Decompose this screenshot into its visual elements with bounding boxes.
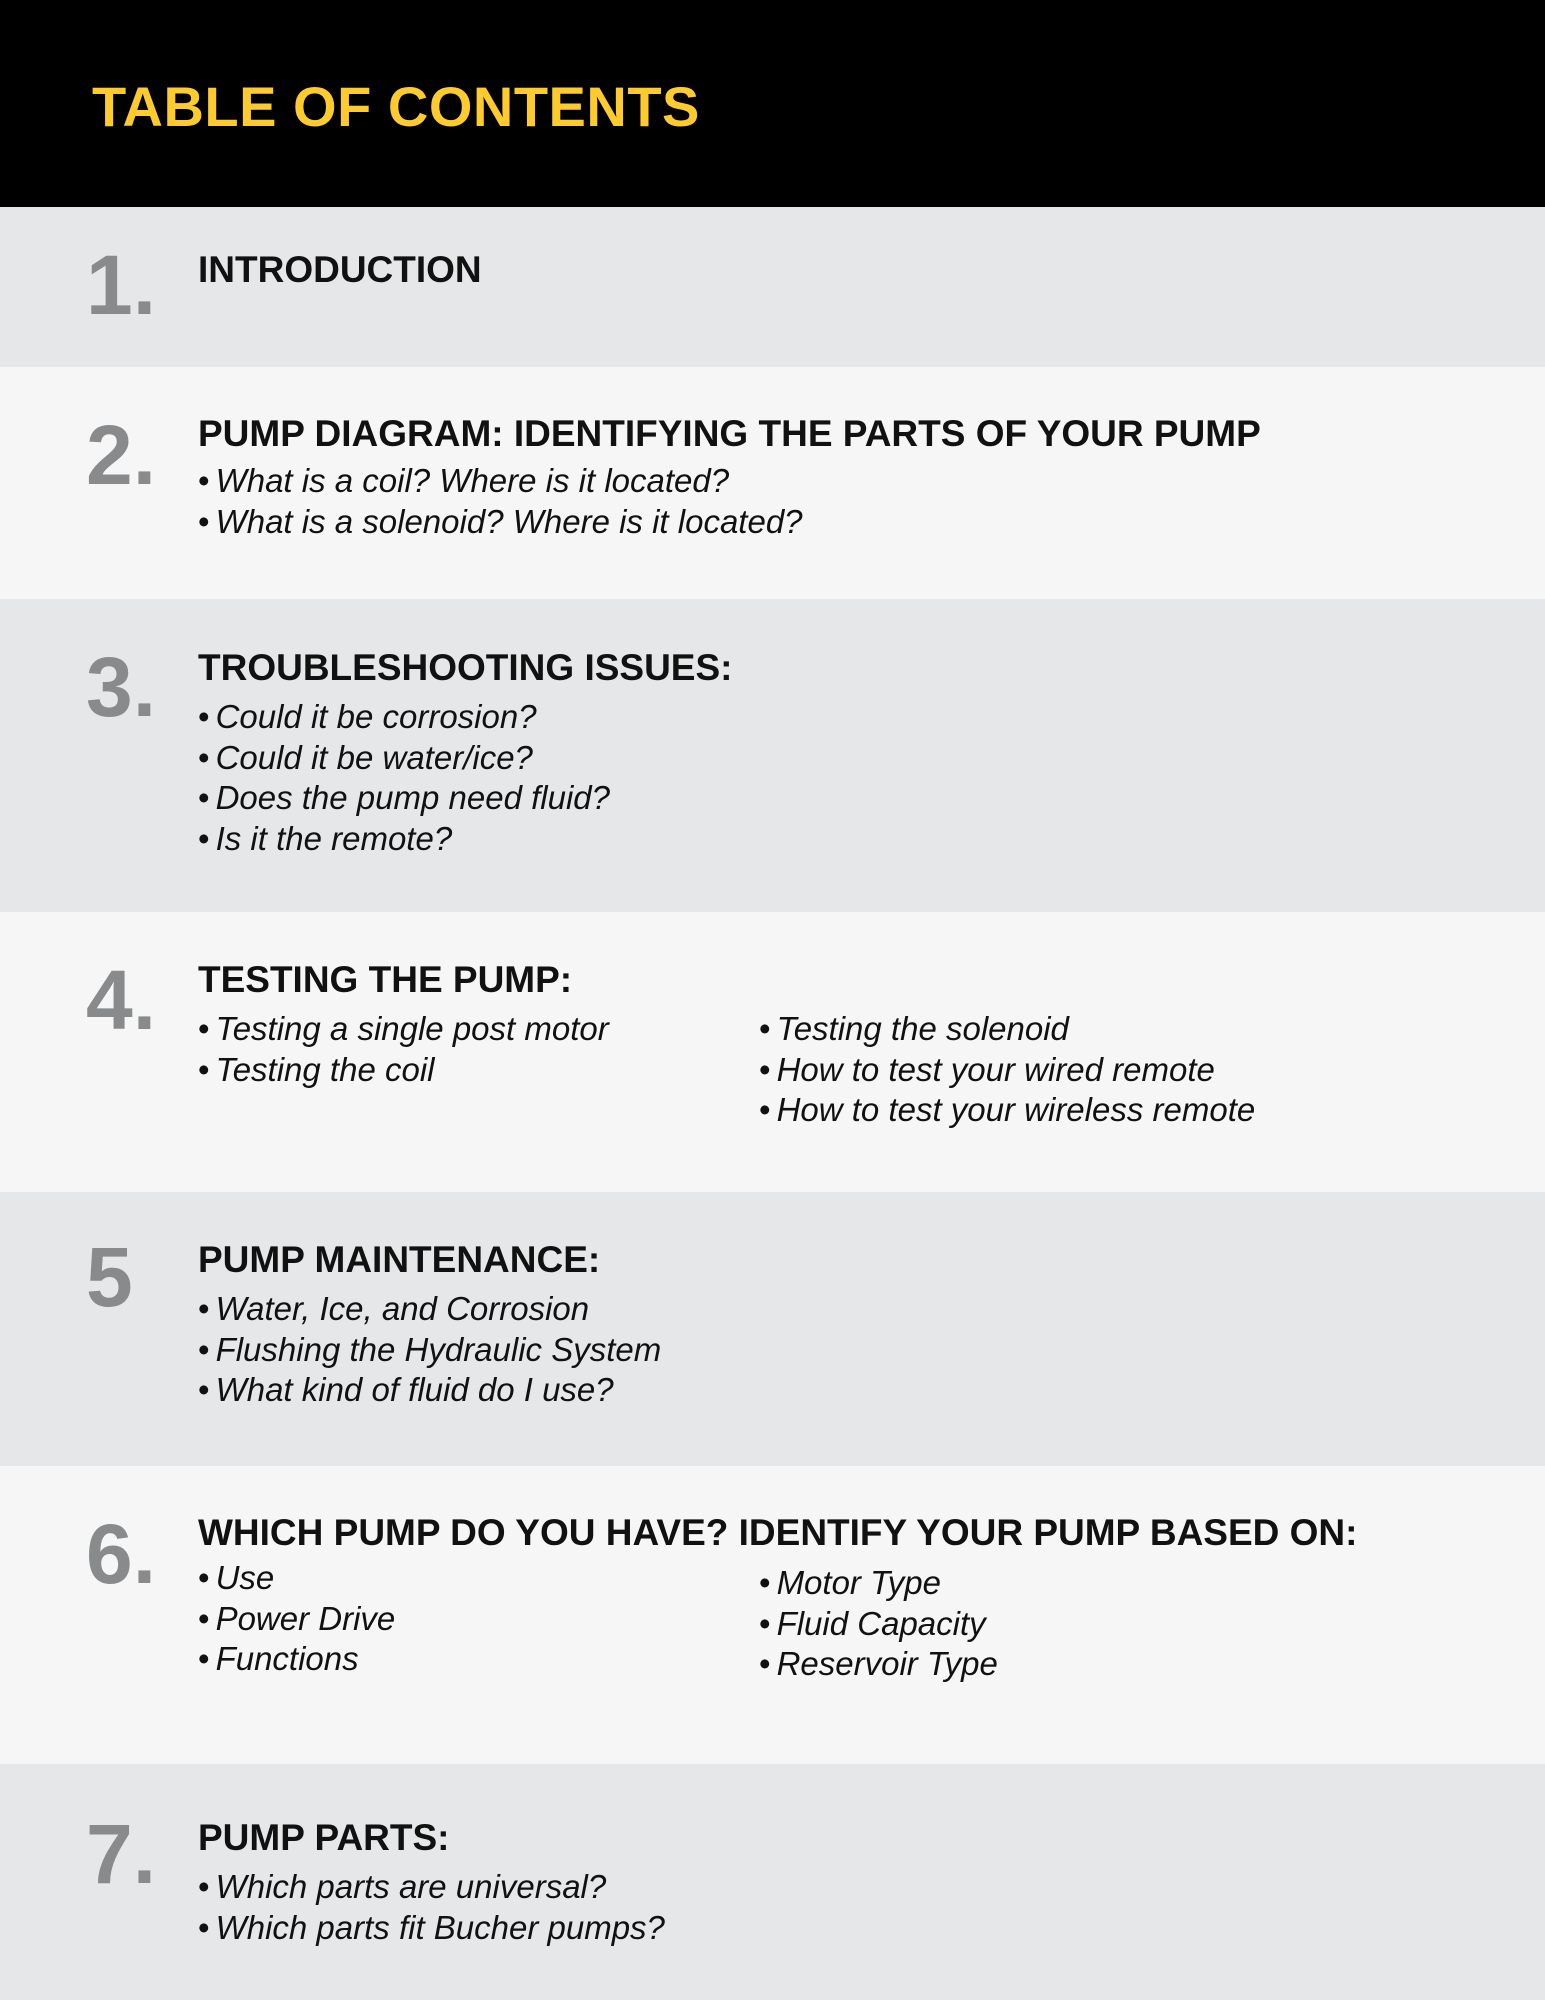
list-item [198, 1370, 661, 1411]
list-item-text: Testing the solenoid [776, 1010, 1069, 1047]
bullet-mark: • [198, 1010, 210, 1047]
bullet-mark: • [198, 1050, 210, 1088]
list-item-text: Which parts are universal? [215, 1868, 607, 1905]
list-item-text: Flushing the Hydraulic System [215, 1330, 662, 1368]
bullet-list-left [198, 1558, 395, 1680]
section-title: WHICH PUMP DO YOU HAVE? IDENTIFY YOUR PUMP BASED ON: [198, 1512, 1358, 1553]
list-item [198, 1330, 661, 1371]
list-item [759, 1050, 1255, 1091]
bullet-mark: • [759, 1645, 771, 1682]
bullet-mark: • [198, 1330, 210, 1368]
list-item [759, 1563, 998, 1604]
list-item [198, 1558, 395, 1599]
list-item [198, 1050, 609, 1091]
list-item [759, 1604, 998, 1645]
bullet-mark: • [198, 1908, 210, 1946]
bullet-mark: • [198, 1371, 210, 1408]
bullet-list-right [759, 1563, 998, 1685]
section-number: 7. [86, 1807, 157, 1901]
bullet-mark: • [759, 1010, 771, 1047]
toc-section-2 [0, 367, 1545, 599]
list-item [198, 738, 610, 779]
section-number: 1. [86, 238, 157, 332]
list-item [759, 1009, 1255, 1050]
bullet-mark: • [198, 698, 210, 735]
bullet-list [198, 1289, 661, 1411]
section-title: INTRODUCTION [198, 249, 482, 290]
list-item-text: Does the pump need fluid? [215, 779, 610, 816]
bullet-list-left [198, 1009, 609, 1090]
toc-section-3 [0, 599, 1545, 912]
bullet-mark: • [759, 1050, 771, 1088]
list-item-text: Use [215, 1559, 275, 1596]
list-item-text: Reservoir Type [776, 1645, 998, 1682]
bullet-list [198, 697, 610, 859]
list-item-text: Which parts fit Bucher pumps? [215, 1908, 665, 1946]
toc-section-7 [0, 1764, 1545, 2000]
toc-section-5 [0, 1192, 1545, 1466]
section-title: TROUBLESHOOTING ISSUES: [198, 647, 733, 688]
list-item-text: What is a coil? Where is it located? [215, 462, 730, 499]
list-item [198, 1908, 665, 1949]
bullet-mark: • [198, 1559, 210, 1596]
bullet-mark: • [198, 1640, 210, 1677]
bullet-list [198, 1867, 665, 1948]
bullet-mark: • [198, 738, 210, 776]
bullet-mark: • [198, 502, 210, 540]
bullet-mark: • [198, 1868, 210, 1905]
bullet-list-right [759, 1009, 1255, 1131]
list-item [198, 502, 803, 543]
bullet-mark: • [198, 779, 210, 816]
bullet-mark: • [198, 1290, 210, 1327]
section-number: 2. [86, 408, 157, 502]
list-item [198, 461, 803, 502]
list-item [198, 1009, 609, 1050]
list-item-text: Fluid Capacity [776, 1604, 986, 1642]
list-item-text: What kind of fluid do I use? [215, 1371, 614, 1408]
list-item-text: Could it be corrosion? [215, 698, 537, 735]
header-bar [0, 0, 1545, 207]
toc-section-1 [0, 207, 1545, 367]
list-item-text: How to test your wired remote [776, 1050, 1215, 1088]
list-item-text: Testing a single post motor [215, 1010, 609, 1047]
list-item [198, 778, 610, 819]
list-item [759, 1090, 1255, 1131]
section-number: 4. [86, 953, 157, 1047]
bullet-mark: • [198, 819, 210, 857]
section-title: PUMP PARTS: [198, 1817, 450, 1858]
list-item-text: Is it the remote? [215, 819, 453, 857]
list-item-text: What is a solenoid? Where is it located? [215, 502, 803, 540]
toc-section-4 [0, 912, 1545, 1192]
list-item-text: Water, Ice, and Corrosion [215, 1290, 590, 1327]
bullet-mark: • [759, 1564, 771, 1601]
section-title: PUMP DIAGRAM: IDENTIFYING THE PARTS OF YOUR PUMP [198, 413, 1261, 454]
list-item-text: Power Drive [215, 1599, 396, 1637]
list-item-text: How to test your wireless remote [776, 1091, 1256, 1128]
bullet-mark: • [759, 1091, 771, 1128]
list-item-text: Motor Type [776, 1564, 941, 1601]
list-item [198, 1867, 665, 1908]
list-item [198, 1289, 661, 1330]
bullet-mark: • [198, 1599, 210, 1637]
list-item [759, 1644, 998, 1685]
list-item-text: Testing the coil [215, 1050, 435, 1088]
list-item-text: Functions [215, 1640, 359, 1677]
bullet-mark: • [759, 1604, 771, 1642]
list-item [198, 1599, 395, 1640]
section-number: 3. [86, 640, 157, 734]
list-item [198, 1639, 395, 1680]
bullet-mark: • [198, 462, 210, 499]
section-title: TESTING THE PUMP: [198, 959, 573, 1000]
list-item [198, 697, 610, 738]
section-title: PUMP MAINTENANCE: [198, 1239, 601, 1280]
toc-section-6 [0, 1466, 1545, 1764]
list-item [198, 819, 610, 860]
section-number: 5 [86, 1230, 133, 1324]
section-number: 6. [86, 1507, 157, 1601]
list-item-text: Could it be water/ice? [215, 738, 533, 776]
bullet-list [198, 461, 803, 542]
page-title: TABLE OF CONTENTS [92, 75, 700, 138]
